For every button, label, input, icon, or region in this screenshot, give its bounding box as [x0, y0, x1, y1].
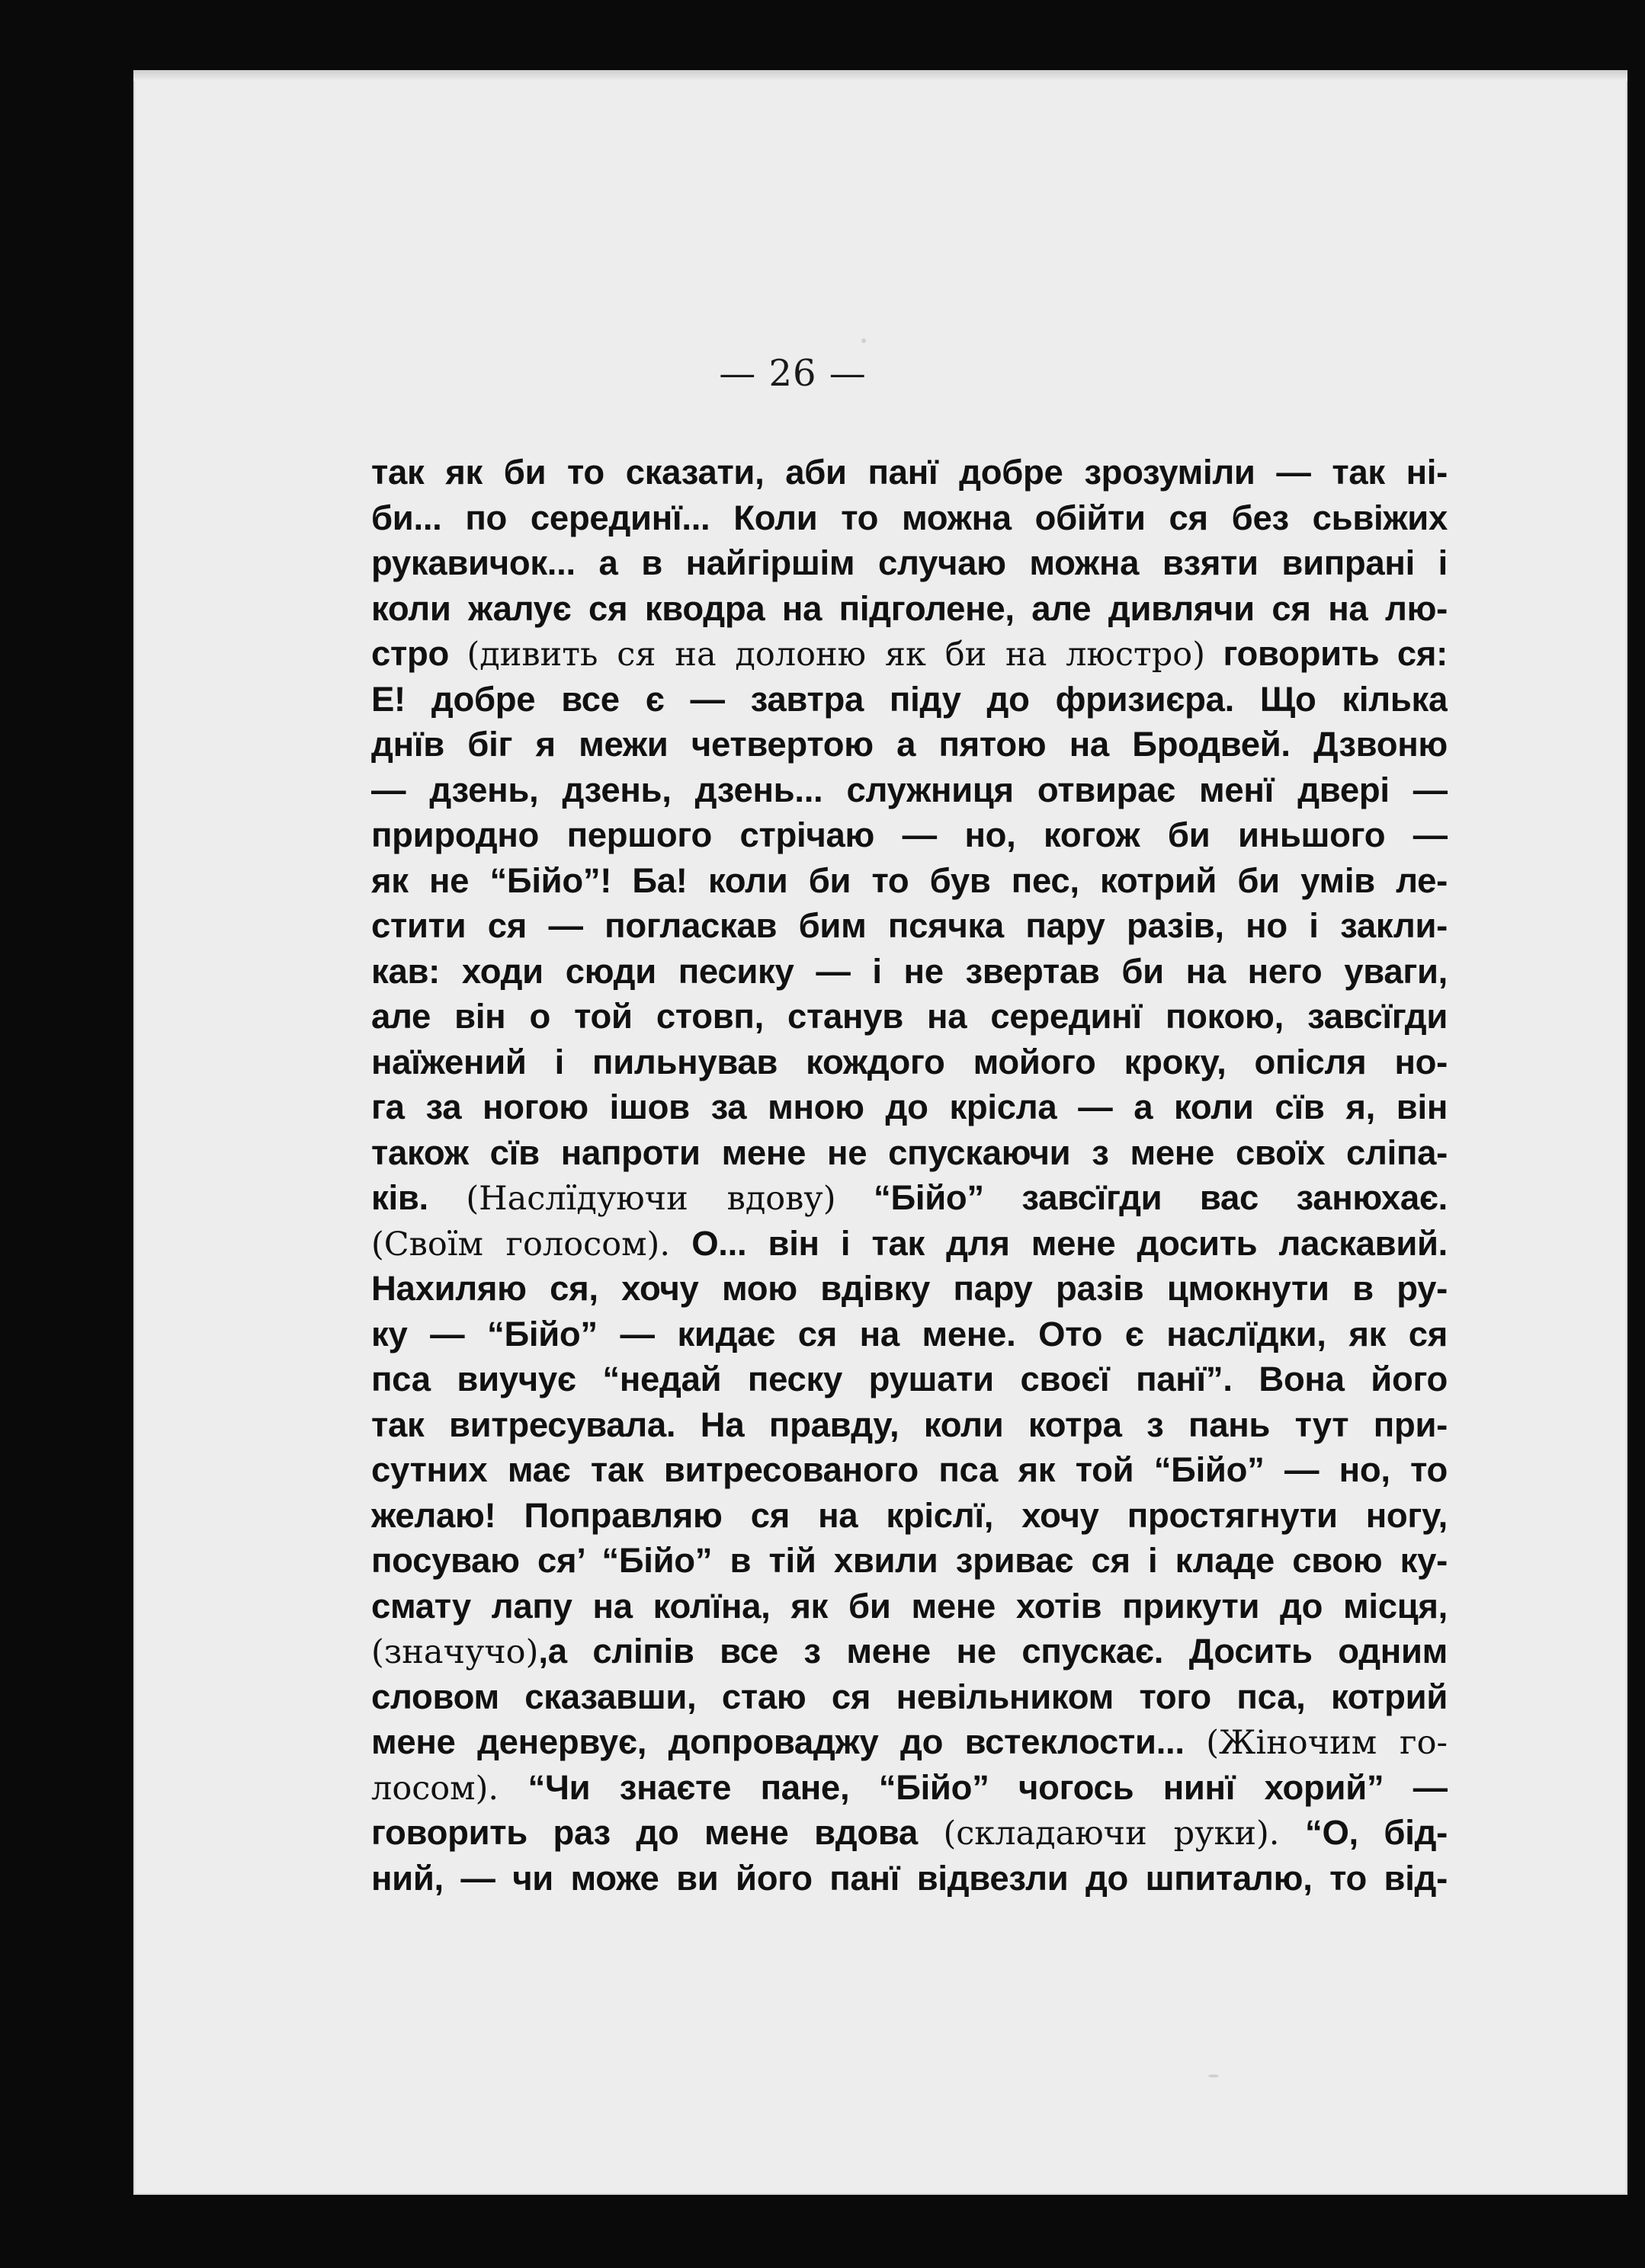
- ink-speck: [861, 338, 866, 343]
- text-line: [371, 767, 1448, 813]
- text-segment: словом сказавши, стаю ся невільником того пса, котрий: [371, 1677, 1448, 1716]
- text-line: [371, 858, 1448, 904]
- text-line: [371, 1175, 1448, 1221]
- text-segment: смату лапу на колїна, як би мене хотів прикути до місця,: [371, 1586, 1448, 1626]
- text-line: [371, 1402, 1448, 1448]
- text-line: [371, 903, 1448, 949]
- stage-direction: (Наслїдуючи вдову): [466, 1180, 836, 1218]
- text-line: [371, 586, 1448, 632]
- text-segment: “Бійо” завсїгди вас занюхає.: [835, 1178, 1448, 1217]
- text-segment: кав: ходи сюди песику — і не звертав би на него уваги,: [371, 951, 1448, 991]
- text-segment: коли жалує ся кводра на підголене, але дивлячи ся на лю-: [371, 588, 1448, 628]
- text-segment: стити ся — погласкав бим псячка пару разів, но і закли-: [371, 906, 1448, 945]
- text-line: [371, 812, 1448, 858]
- text-segment: рукавичок... а в найгіршім случаю можна взяти випрані і: [371, 543, 1448, 582]
- text-line: [371, 540, 1448, 586]
- text-segment: природно першого стрічаю — но, когож би иньшого —: [371, 815, 1448, 854]
- text-line: [371, 450, 1448, 495]
- text-segment: — дзень, дзень, дзень... служниця отвирає менї двері —: [371, 770, 1448, 809]
- text-segment: наїжений і пильнував кождого мойого кроку, опісля но-: [371, 1042, 1448, 1081]
- text-line: [371, 1584, 1448, 1629]
- body-text: [371, 450, 1448, 1901]
- text-segment: але він о той стовп, станув на серединї покою, завсїгди: [371, 997, 1448, 1036]
- text-line: [371, 1538, 1448, 1584]
- text-line: [371, 1810, 1448, 1856]
- text-segment: га за ногою ішов за мною до крісла — а коли сїв я, він: [371, 1088, 1448, 1126]
- text-segment: желаю! Поправляю ся на кріслї, хочу простягнути ногу,: [371, 1495, 1448, 1535]
- text-line: [371, 1266, 1448, 1312]
- stage-direction: лосом).: [371, 1769, 499, 1808]
- text-segment: ний, — чи може ви його панї відвезли до шпиталю, то від-: [371, 1858, 1448, 1898]
- stage-direction: (значучо): [371, 1633, 539, 1671]
- text-segment: “О, бід-: [1279, 1813, 1448, 1852]
- text-segment: посуваю ся’ “Бійо” в тій хвили зриває ся і кладе свою ку-: [371, 1541, 1448, 1580]
- text-segment: О... він і так для мене досить ласкавий.: [670, 1223, 1448, 1263]
- stage-direction: (Жіночим го-: [1206, 1724, 1448, 1762]
- text-segment: як не “Бійо”! Ба! коли би то був пес, котрий би умів ле-: [371, 860, 1448, 900]
- ink-speck: [1208, 2074, 1219, 2077]
- text-line: [371, 1357, 1448, 1402]
- text-line: [371, 949, 1448, 995]
- text-segment: так як би то сказати, аби панї добре зрозуміли — так ні-: [371, 453, 1448, 492]
- text-segment: говорить раз до мене вдова: [371, 1813, 944, 1852]
- text-line: [371, 1221, 1448, 1267]
- page-number: — 26 —: [719, 352, 867, 395]
- text-line: [371, 1130, 1448, 1176]
- text-line: [371, 1084, 1448, 1130]
- text-segment: би... по серединї... Коли то можна обійти ся без сьвіжих: [371, 498, 1448, 537]
- text-segment: мене денервує, допроваджу до встеклости...: [371, 1722, 1207, 1761]
- text-segment: ,а сліпів все з мене не спускає. Досить одним: [538, 1632, 1448, 1671]
- text-segment: також сїв напроти мене не спускаючи з мене своїх сліпа-: [371, 1132, 1448, 1172]
- text-segment: “Чи знаєте пане, “Бійо” чогось нинї хорий” —: [499, 1767, 1448, 1807]
- stage-direction: (Своїм голосом).: [371, 1225, 670, 1264]
- text-line: [371, 1674, 1448, 1720]
- text-segment: стро: [371, 634, 467, 673]
- text-segment: Е! добре все є — завтра піду до фризиєра. Що кілька: [371, 679, 1448, 719]
- text-line: [371, 631, 1448, 677]
- text-segment: пса виучує “недай песку рушати своєї панї”. Вона його: [371, 1360, 1448, 1398]
- stage-direction: (дивить ся на долоню як би на люстро): [467, 636, 1205, 674]
- text-segment: днїв біг я межи четвертою а пятою на Бродвей. Дзвоню: [371, 725, 1448, 764]
- text-line: [371, 1719, 1448, 1765]
- text-segment: ків.: [371, 1178, 467, 1217]
- text-line: [371, 495, 1448, 541]
- stage-direction: (складаючи руки).: [943, 1815, 1280, 1853]
- text-segment: так витресувала. На правду, коли котра з пань тут при-: [371, 1405, 1448, 1444]
- text-line: [371, 1040, 1448, 1085]
- text-line: [371, 677, 1448, 722]
- text-segment: Нахиляю ся, хочу мою вдівку пару разів цмокнути в ру-: [371, 1269, 1448, 1308]
- text-line: [371, 1856, 1448, 1901]
- text-line: [371, 1629, 1448, 1674]
- text-segment: говорить ся:: [1204, 634, 1448, 673]
- text-line: [371, 994, 1448, 1040]
- text-line: [371, 1447, 1448, 1493]
- text-segment: сутних має так витресованого пса як той “Бійо” — но, то: [371, 1450, 1448, 1489]
- text-line: [371, 722, 1448, 767]
- text-line: [371, 1493, 1448, 1539]
- text-line: [371, 1765, 1448, 1811]
- text-line: [371, 1312, 1448, 1357]
- text-segment: ку — “Бійо” — кидає ся на мене. Ото є наслїдки, як ся: [371, 1314, 1448, 1353]
